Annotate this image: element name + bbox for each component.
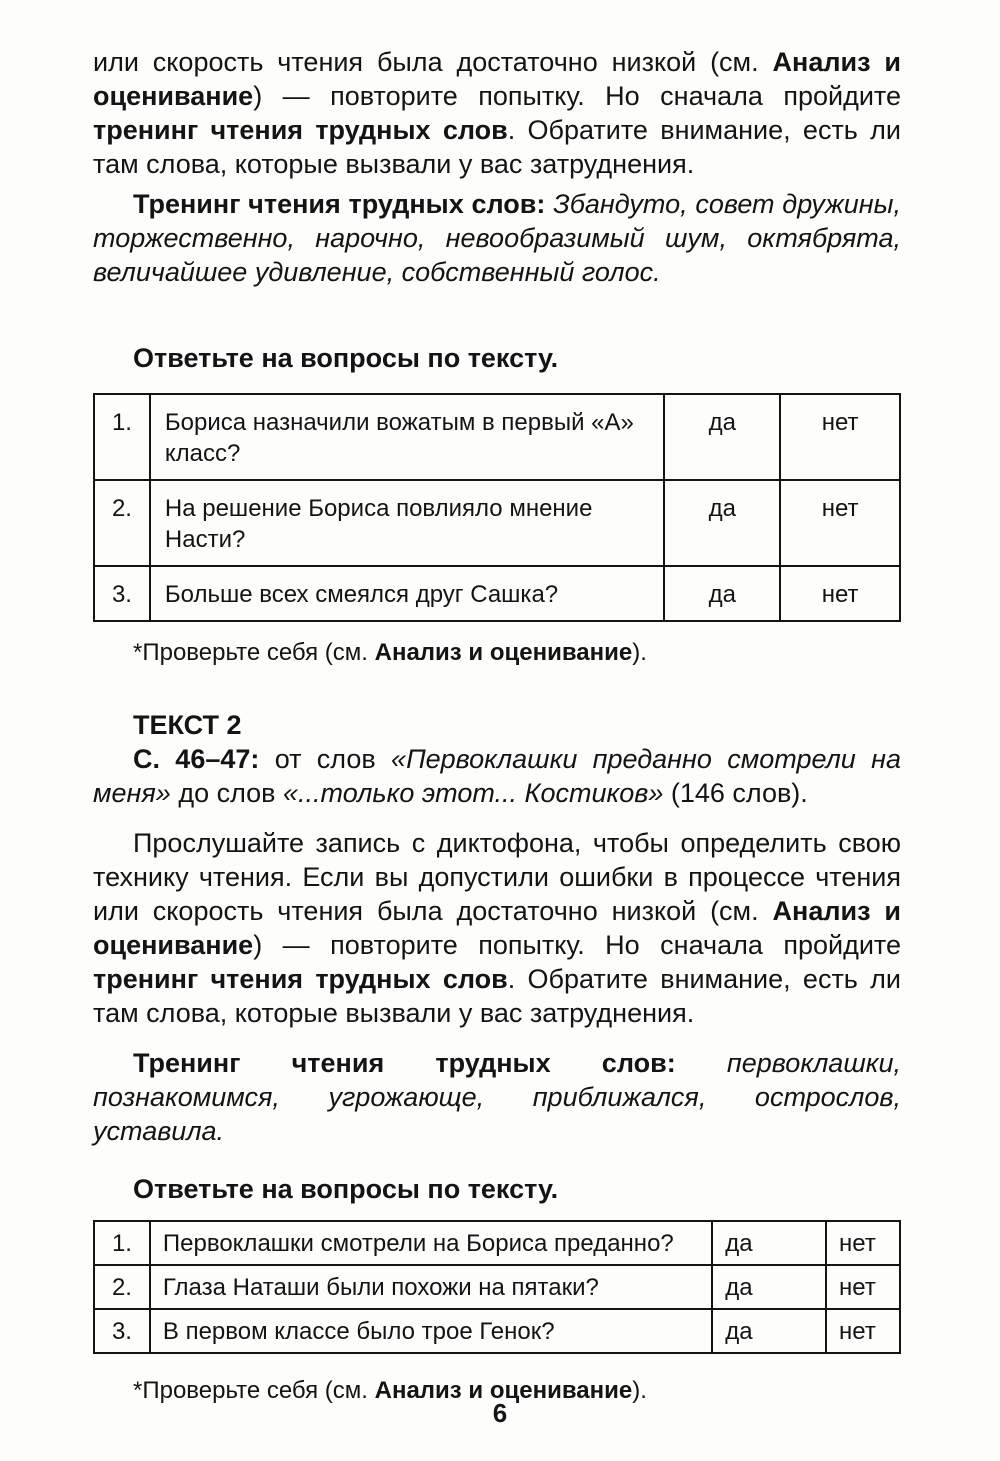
section-heading-text-2: ТЕКСТ 2 [133,710,242,740]
question-text: Глаза Наташи были похожи на пятаки? [150,1265,712,1309]
table-row [94,1265,900,1309]
questions-title-2: Ответьте на вопросы по тексту. [133,1174,559,1204]
answer-yes[interactable]: да [712,1309,826,1353]
row-number: 1. [94,394,150,480]
question-text: Первоклашки смотрели на Бориса преданно? [150,1221,712,1265]
question-text: Больше всех смеялся друг Сашка? [150,566,665,621]
row-number: 1. [94,1221,150,1265]
row-number: 2. [94,480,150,566]
self-check-note-2: *Проверьте себя (см. Анализ и оценивание). [133,1377,647,1404]
answer-no[interactable]: нет [826,1309,900,1353]
answer-yes[interactable]: да [664,394,780,480]
answer-yes[interactable]: да [712,1265,826,1309]
row-number: 3. [94,1309,150,1353]
answer-no[interactable]: нет [780,566,900,621]
question-text: На решение Бориса повлияло мнение Насти? [150,480,665,566]
table-row [94,480,900,566]
page-content [93,45,901,1408]
paragraph-instructions: Прослушайте запись с диктофона, чтобы определить свою технику чтения. Если вы допустили ошибки в процессе чтения или скорость чтения была достаточно низкой (см. Анализ и оценивание) — повторите попытку. Но сначала пройдите тренинг чтения трудных слов. Обратите внимание, есть ли там слова, которые вызвали у вас затруднения. [93,828,901,1028]
answer-no[interactable]: нет [826,1221,900,1265]
training-paragraph-2: Тренинг чтения трудных слов: первоклашки, познакомимся, угрожающе, приближался, острослов, уставила. [93,1048,901,1146]
row-number: 2. [94,1265,150,1309]
table-row [94,1221,900,1265]
answer-no[interactable]: нет [780,480,900,566]
training-paragraph-1: Тренинг чтения трудных слов: Збандуто, совет дружины, торжественно, нарочно, невообразимый шум, октябрята, величайшее удивление, собственный голос. [93,189,901,287]
questions-table-2 [93,1220,901,1354]
question-text: Бориса назначили вожатым в первый «А» класс? [150,394,665,480]
self-check-note-1: *Проверьте себя (см. Анализ и оценивание). [133,639,647,666]
question-text: В первом классе было трое Генок? [150,1309,712,1353]
page-number: 6 [492,1398,508,1428]
questions-title-1: Ответьте на вопросы по тексту. [133,343,559,373]
table-row [94,1309,900,1353]
questions-table-1 [93,393,901,622]
row-number: 3. [94,566,150,621]
pages-reference: С. 46–47: от слов «Первоклашки преданно смотрели на меня» до слов «...только этот... Костиков» (146 слов). [93,744,902,808]
answer-no[interactable]: нет [826,1265,900,1309]
answer-yes[interactable]: да [712,1221,826,1265]
table-row [94,566,900,621]
answer-yes[interactable]: да [664,566,780,621]
answer-yes[interactable]: да [664,480,780,566]
answer-no[interactable]: нет [780,394,900,480]
table-row [94,394,900,480]
paragraph-intro: или скорость чтения была достаточно низкой (см. Анализ и оценивание) — повторите попытку. Но сначала пройдите тренинг чтения трудных слов. Обратите внимание, есть ли там слова, которые вызвали у вас затруднения. [93,47,901,179]
